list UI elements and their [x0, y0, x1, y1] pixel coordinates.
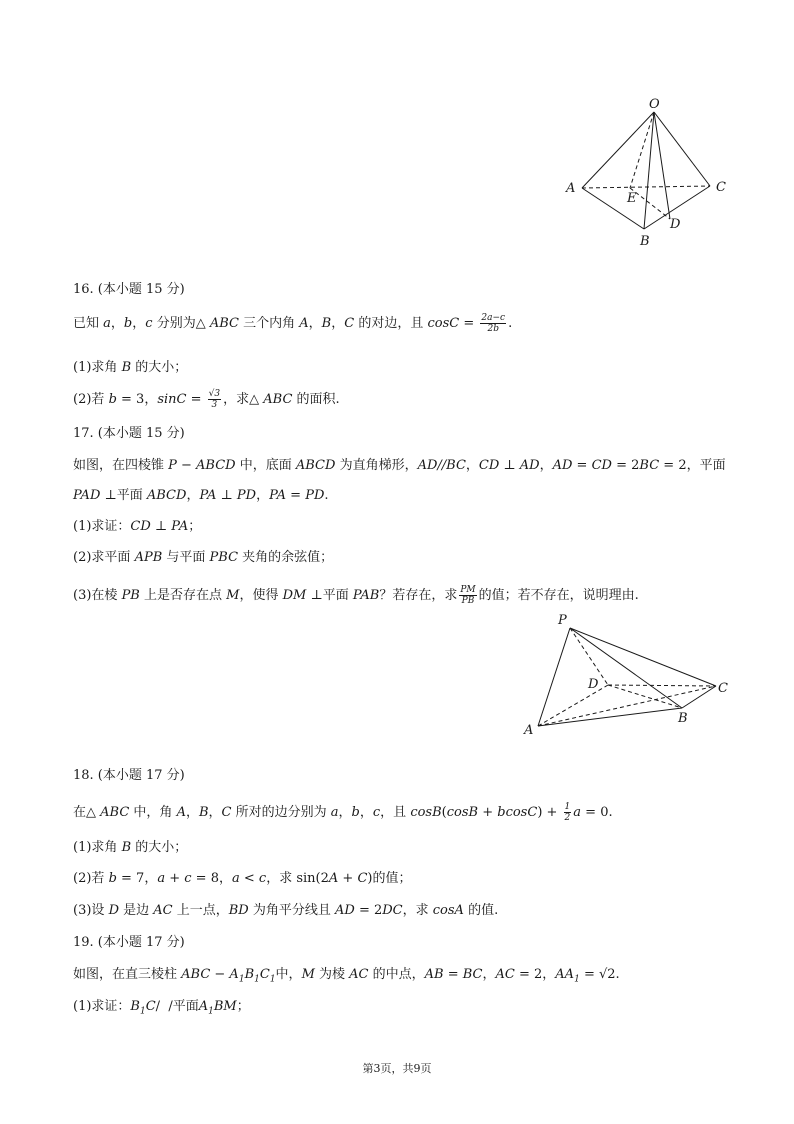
q17-stem-line1: 如图，在四棱锥 P − ABCD 中，底面 ABCD 为直角梯形，AD//BC，CD ⊥ AD，AD = CD = 2BC = 2，平面: [73, 458, 726, 473]
q18-header: 18. (本小题 17 分): [73, 768, 185, 783]
q18-stem: 在△ ABC 中，角 A，B，C 所对的边分别为 a，b，c，且 cosB(cosB + bcosC) + $\frac{1}{2}$ a = 0.: [73, 802, 613, 823]
page-footer: 第3页，共9页: [362, 1062, 432, 1075]
q16-header: 16. (本小题 15 分): [73, 282, 185, 297]
q17-part2: (2)求平面 APB 与平面 PBC 夹角的余弦值；: [73, 550, 334, 565]
q18-part2: (2)若 b = 7，a + c = 8，a < c，求 sin(2A + C)的值；: [73, 871, 412, 886]
label-D: D: [670, 217, 681, 232]
label-C: C: [718, 681, 728, 696]
label-O: O: [649, 97, 660, 112]
q17-part1: (1)求证：CD ⊥ PA；: [73, 519, 202, 534]
q16-part1: (1)求角 B 的大小；: [73, 360, 188, 375]
q17-header: 17. (本小题 15 分): [73, 426, 185, 441]
label-B: B: [640, 234, 650, 249]
q18-part1: (1)求角 B 的大小；: [73, 840, 188, 855]
label-D: D: [588, 677, 599, 692]
label-E: E: [627, 191, 637, 206]
q19-stem: 如图，在直三棱柱 ABC − $A_1B_1C_1$中，M 为棱 AC 的中点，AB = BC，AC = 2，$AA_1 = √2$.: [73, 967, 620, 985]
tetrahedron-figure: [560, 92, 740, 252]
q16-part2: (2)若 b = 3，sinC = $\frac{√3}{3}$ ，求△ ABC 的面积.: [73, 389, 340, 410]
label-P: P: [558, 613, 567, 628]
q16-stem: 已知 a，b，c 分别为△ ABC 三个内角 A，B，C 的对边，且 cosC = $\frac{2a-c}{2b}$ .: [73, 313, 513, 334]
q17-part3: (3)在棱 PB 上是否存在点 M，使得 DM ⊥平面 PAB？若存在，求 $\frac{PM}{PB}$ 的值；若不存在，说明理由.: [73, 585, 639, 606]
q17-stem-line2: PAD ⊥平面 ABCD，PA ⊥ PD，PA = PD.: [73, 488, 329, 503]
q19-part1: (1)求证：$B_1C/$ /平面$A_1BM$；: [73, 999, 250, 1017]
label-B: B: [678, 711, 688, 726]
label-A: A: [566, 181, 576, 196]
label-A: A: [524, 723, 534, 738]
q19-header: 19. (本小题 17 分): [73, 935, 185, 950]
q18-part3: (3)设 D 是边 AC 上一点，BD 为角平分线且 AD = 2DC，求 cosA 的值.: [73, 903, 499, 918]
label-C: C: [716, 180, 726, 195]
pyramid-figure: [520, 610, 740, 740]
